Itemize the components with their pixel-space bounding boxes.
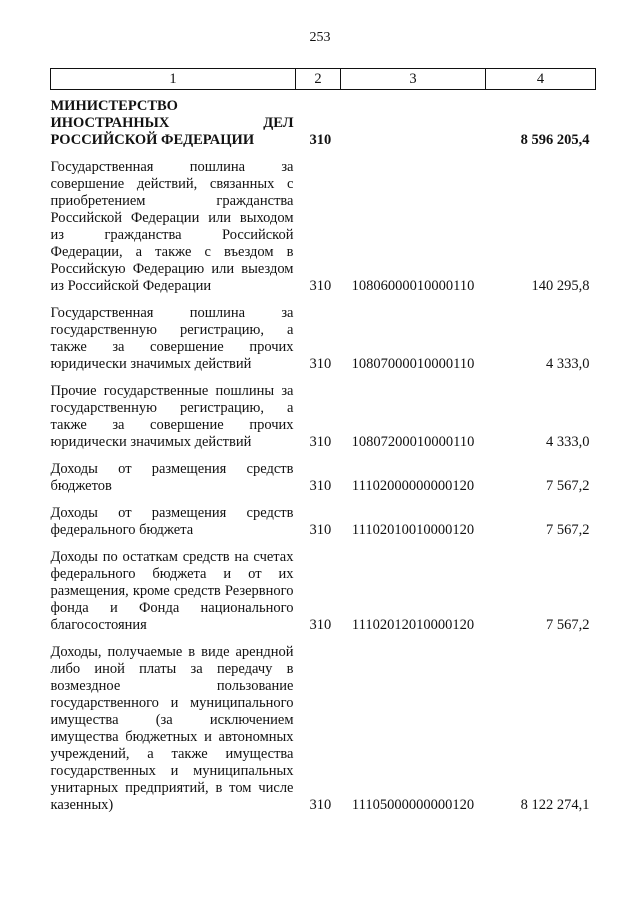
row-amount: 7 567,2 bbox=[546, 617, 590, 633]
table-row-ministry bbox=[51, 90, 596, 150]
row-amount: 140 295,8 bbox=[531, 278, 590, 294]
row-name: Прочие государственные пошлины за государственную регистрацию, а также за совершение прочих юридически значимых действий bbox=[50, 383, 294, 450]
table-row bbox=[51, 373, 596, 451]
row-amount: 4 333,0 bbox=[546, 356, 590, 372]
column-header-1: 1 bbox=[51, 69, 296, 90]
row-name: МИНИСТЕРСТВО ИНОСТРАННЫХ ДЕЛ РОССИЙСКОЙ ФЕДЕРАЦИИ bbox=[50, 98, 294, 148]
row-amount: 8 596 205,4 bbox=[520, 132, 590, 148]
row-amount: 7 567,2 bbox=[546, 478, 590, 494]
row-name: Государственная пошлина за государственную регистрацию, а также за совершение прочих юридически значимых действий bbox=[50, 305, 294, 372]
row-revenue-code: 10807200010000110 bbox=[351, 434, 475, 450]
table-row bbox=[51, 634, 596, 814]
table-row bbox=[51, 495, 596, 539]
row-revenue-code: 10806000010000110 bbox=[351, 278, 475, 294]
table-row bbox=[51, 149, 596, 295]
row-revenue-code: 11102010010000120 bbox=[351, 522, 475, 538]
row-admin-code: 310 bbox=[309, 617, 332, 633]
budget-revenue-table bbox=[50, 68, 596, 814]
row-admin-code: 310 bbox=[309, 278, 332, 294]
table-row bbox=[51, 451, 596, 495]
row-admin-code: 310 bbox=[309, 797, 332, 813]
row-name: Доходы от размещения средств бюджетов bbox=[50, 461, 294, 494]
row-name: Доходы по остаткам средств на счетах федерального бюджета и от их размещения, кроме средств Резервного фонда и Фонда национального благосостояния bbox=[50, 549, 294, 633]
row-revenue-code: 10807000010000110 bbox=[351, 356, 475, 372]
column-header-4: 4 bbox=[486, 69, 596, 90]
row-admin-code: 310 bbox=[309, 478, 332, 494]
row-revenue-code: 11102000000000120 bbox=[351, 478, 475, 494]
row-name: Государственная пошлина за совершение действий, связанных с приобретением гражданства Российской Федерации или выходом из гражданства Российской Федерации, а также с въездом в Российскую Федерацию или выездом из Российской Федерации bbox=[50, 159, 294, 294]
row-revenue-code bbox=[341, 90, 486, 150]
row-name: Доходы, получаемые в виде арендной либо иной платы за передачу в возмездное пользование государственного и муниципального имущества (за исключением имущества бюджетных и автономных учреждений, а также имущества государственных и муниципальных унитарных предприятий, в том числе казенных) bbox=[50, 644, 294, 813]
table-row bbox=[51, 295, 596, 373]
page-number: 253 bbox=[309, 30, 331, 45]
table-header-row bbox=[51, 69, 596, 90]
row-name: Доходы от размещения средств федерального бюджета bbox=[50, 505, 294, 538]
row-admin-code: 310 bbox=[309, 132, 332, 148]
row-amount: 4 333,0 bbox=[546, 434, 590, 450]
row-amount: 8 122 274,1 bbox=[520, 797, 590, 813]
table-row bbox=[51, 539, 596, 634]
column-header-2: 2 bbox=[296, 69, 341, 90]
row-amount: 7 567,2 bbox=[546, 522, 590, 538]
row-revenue-code: 11105000000000120 bbox=[351, 797, 475, 813]
column-header-3: 3 bbox=[341, 69, 486, 90]
row-admin-code: 310 bbox=[309, 434, 332, 450]
row-revenue-code: 11102012010000120 bbox=[351, 617, 475, 633]
row-admin-code: 310 bbox=[309, 522, 332, 538]
row-admin-code: 310 bbox=[309, 356, 332, 372]
